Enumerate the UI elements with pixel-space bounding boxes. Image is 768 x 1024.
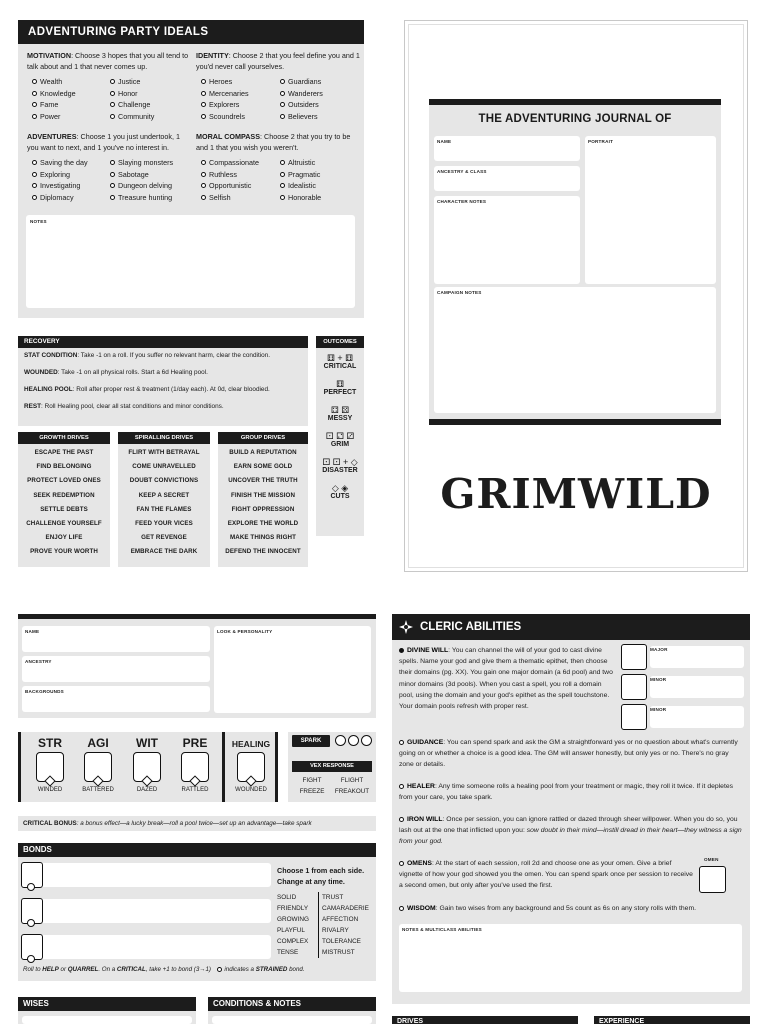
option-fame[interactable]: Fame	[32, 99, 110, 111]
compass-options	[201, 157, 361, 203]
option-justice[interactable]: Justice	[110, 76, 188, 88]
bond-box[interactable]	[21, 862, 43, 888]
option-explorers[interactable]: Explorers	[201, 99, 280, 111]
outcome-critical: ⚅ + ⚅ CRITICAL	[316, 353, 364, 370]
circle-checkbox[interactable]	[280, 114, 285, 119]
outcome-grim: ⚀ ⚁ ⚂ GRIM	[316, 431, 364, 448]
circle-checkbox[interactable]	[280, 160, 285, 165]
option-slaying[interactable]: Slaying monsters	[110, 157, 194, 169]
domain-minor: MINOR	[621, 704, 744, 728]
circle-checkbox[interactable]	[201, 114, 206, 119]
drive-item[interactable]: GET REVENGE	[141, 534, 187, 542]
strained-checkbox[interactable]	[27, 955, 35, 963]
growth-drives-title: GROWTH DRIVES	[18, 432, 110, 444]
ability-checkbox[interactable]	[399, 817, 404, 822]
outcome-perfect: ⚅ PERFECT	[316, 379, 364, 396]
circle-checkbox[interactable]	[32, 183, 37, 188]
stat-str: STR WINDED	[37, 736, 63, 793]
ability-checkbox[interactable]	[399, 648, 404, 653]
drive-item[interactable]: ESCAPE THE PAST	[34, 449, 94, 456]
outcome-disaster: ⚀ ⚀ + ◇ DISASTER	[316, 457, 364, 474]
group-drives-list	[218, 444, 308, 560]
bond-quality[interactable]: TRUST	[322, 894, 344, 901]
stat-box[interactable]	[36, 752, 64, 782]
circle-checkbox[interactable]	[201, 160, 206, 165]
bond-field[interactable]	[23, 899, 271, 923]
stat-box[interactable]	[84, 752, 112, 782]
recovery-row: HEALING POOL: Roll after proper rest & treatment (1/day each). At 0d, clear bloodied.	[24, 386, 270, 393]
drive-item[interactable]: SEEK REDEMPTION	[33, 491, 95, 499]
grimwild-logo: GRIMWILD	[440, 470, 712, 518]
circle-checkbox[interactable]	[110, 183, 115, 188]
circle-checkbox[interactable]	[32, 172, 37, 177]
outcomes-panel	[316, 336, 364, 536]
outcome-cuts: ◇ ◈ CUTS	[316, 483, 364, 500]
outcomes-title: OUTCOMES	[316, 336, 364, 348]
motivation-desc: MOTIVATION: Choose 3 hopes that you all tend to talk about and 1 that never comes up.	[27, 51, 189, 71]
option-honor[interactable]: Honor	[110, 88, 188, 100]
group-drives-panel	[218, 432, 308, 567]
dice-icon: ⚀ ⚀ + ◇	[322, 457, 358, 467]
cleric-panel	[392, 614, 750, 1004]
option-opportunistic[interactable]: Opportunistic	[201, 180, 280, 192]
ideals-notes-field[interactable]	[26, 215, 355, 308]
strained-icon	[217, 967, 222, 972]
recovery-panel	[18, 336, 308, 426]
option-community[interactable]: Community	[110, 111, 188, 123]
circle-checkbox[interactable]	[110, 102, 115, 107]
conditions-field[interactable]	[212, 1016, 372, 1024]
condition-checkbox[interactable]	[92, 775, 103, 786]
circle-checkbox[interactable]	[280, 102, 285, 107]
drive-item[interactable]: SETTLE DEBTS	[40, 505, 88, 513]
circle-checkbox[interactable]	[201, 183, 206, 188]
spiral-drives-list	[118, 444, 210, 560]
option-believers[interactable]: Believers	[280, 111, 359, 123]
bond-right-list	[322, 892, 374, 958]
ideals-title: ADVENTURING PARTY IDEALS	[18, 20, 364, 44]
circle-checkbox[interactable]	[280, 91, 285, 96]
conditions-panel	[208, 997, 376, 1024]
vex-freakout[interactable]: FREAKOUT	[334, 788, 370, 795]
option-challenge[interactable]: Challenge	[110, 99, 188, 111]
drive-item[interactable]: ENJOY LIFE	[45, 534, 83, 542]
bonds-choose: Choose 1 from each side. Change at any time.	[277, 866, 365, 886]
recovery-title: RECOVERY	[18, 336, 308, 348]
recovery-row: STAT CONDITION: Take -1 on a roll. If you suffer no relevant harm, clear the condition.	[24, 352, 271, 359]
journal-campaign-notes-field[interactable]: CAMPAIGN NOTES	[434, 287, 716, 413]
journal-name-field[interactable]: NAME	[434, 136, 580, 161]
journal-title: THE ADVENTURING JOURNAL OF	[478, 113, 672, 125]
spiral-drives-title: SPIRALLING DRIVES	[118, 432, 210, 444]
dice-icon: ⚀ ⚁ ⚂	[325, 431, 355, 441]
bond-quality[interactable]: CAMARADERIE	[322, 905, 369, 912]
recovery-row: REST: Roll Healing pool, clear all stat conditions and minor conditions.	[24, 403, 224, 410]
circle-checkbox[interactable]	[110, 91, 115, 96]
option-honorable[interactable]: Honorable	[280, 192, 359, 204]
stat-healing: HEALING WOUNDED	[231, 739, 271, 793]
recovery-rules	[18, 348, 308, 411]
circle-checkbox[interactable]	[32, 114, 37, 119]
circle-checkbox[interactable]	[32, 195, 37, 200]
vex-flight[interactable]: FLIGHT	[340, 777, 364, 784]
motivation-options	[32, 76, 192, 122]
option-knowledge[interactable]: Knowledge	[32, 88, 110, 100]
drive-item[interactable]: EARN SOME GOLD	[233, 463, 293, 471]
bond-quality[interactable]: COMPLEX	[277, 938, 309, 945]
sheet-backgrounds-field[interactable]: BACKGROUNDS	[22, 686, 210, 712]
bond-field[interactable]	[23, 863, 271, 887]
journal-character-notes-field[interactable]: CHARACTER NOTES	[434, 196, 580, 284]
dice-icon: ⚃ ⚄	[330, 405, 350, 415]
sheet-name-field[interactable]: NAME	[22, 626, 210, 652]
stat-agi: AGI BATTERED	[82, 736, 114, 793]
notes-label: NOTES	[30, 219, 47, 224]
critical-bonus-bar: CRITICAL BONUS: a bonus effect—a lucky break—roll a pool twice—set up an advantage—take spark	[18, 816, 376, 831]
condition-checkbox[interactable]	[189, 775, 200, 786]
spiral-drives-panel	[118, 432, 210, 567]
drives-title: DRIVES	[392, 1016, 578, 1024]
experience-panel	[594, 1016, 750, 1024]
spark-checkbox[interactable]	[348, 735, 359, 746]
wises-title: WISES	[18, 997, 196, 1011]
bond-quality[interactable]: RIVALRY	[322, 927, 349, 934]
bond-quality[interactable]: MISTRUST	[322, 949, 355, 956]
bonds-footer: Roll to HELP or QUARREL. On a CRITICAL, take +1 to bond (3→1) indicates a STRAINED bond.	[23, 966, 305, 973]
dice-icon: ⚅	[336, 379, 344, 389]
drive-item[interactable]: FLIRT WITH BETRAYAL	[128, 449, 200, 456]
circle-checkbox[interactable]	[110, 114, 115, 119]
bond-quality[interactable]: PLAYFUL	[277, 927, 305, 934]
option-guardians[interactable]: Guardians	[280, 76, 359, 88]
recovery-row: WOUNDED: Take -1 on all physical rolls. Start a 6d Healing pool.	[24, 369, 208, 376]
identity-desc: IDENTITY: Choose 2 that you feel define you and 1 you'd never call yourselves.	[196, 51, 360, 71]
adventures-options	[32, 157, 196, 203]
drive-item[interactable]: DOUBT CONVICTIONS	[129, 477, 199, 485]
bonds-title: BONDS	[18, 843, 376, 857]
drive-item[interactable]: CHALLENGE YOURSELF	[26, 520, 102, 528]
option-scoundrels[interactable]: Scoundrels	[201, 111, 280, 123]
spark-checkbox[interactable]	[335, 735, 346, 746]
bond-quality[interactable]: TENSE	[277, 949, 299, 956]
dice-icon: ⚅ + ⚅	[327, 353, 353, 363]
circle-checkbox[interactable]	[280, 172, 285, 177]
wises-field[interactable]	[22, 1016, 192, 1024]
bond-box[interactable]	[21, 898, 43, 924]
sheet-ancestry-field[interactable]: ANCESTRY	[22, 656, 210, 682]
option-ruthless[interactable]: Ruthless	[201, 169, 280, 181]
drive-item[interactable]: PROVE YOUR WORTH	[30, 548, 98, 556]
omen-slot: OMEN	[698, 857, 728, 893]
circle-checkbox[interactable]	[201, 102, 206, 107]
domain-box[interactable]	[621, 704, 647, 730]
bond-quality[interactable]: FRIENDLY	[277, 905, 309, 912]
group-drives-title: GROUP DRIVES	[218, 432, 308, 444]
ability-wisdom: WISDOM: Gain two wises from any background and 5s count as 6s on any story rolls with them.	[399, 903, 744, 914]
ability-checkbox[interactable]	[399, 861, 404, 866]
circle-checkbox[interactable]	[280, 183, 285, 188]
circle-checkbox[interactable]	[201, 79, 206, 84]
drive-item[interactable]: COME UNRAVELLED	[132, 463, 196, 471]
compass-desc: MORAL COMPASS: Choose 2 that you try to be and 1 that you wish you weren't.	[196, 132, 351, 152]
stat-box[interactable]	[181, 752, 209, 782]
circle-checkbox[interactable]	[201, 172, 206, 177]
option-pragmatic[interactable]: Pragmatic	[280, 169, 359, 181]
bond-quality[interactable]: TOLERANCE	[322, 938, 361, 945]
circle-checkbox[interactable]	[280, 79, 285, 84]
ideals-panel	[18, 20, 364, 318]
option-heroes[interactable]: Heroes	[201, 76, 280, 88]
condition-checkbox[interactable]	[44, 775, 55, 786]
bond-field[interactable]	[23, 935, 271, 959]
domain-minor: MINOR	[621, 674, 744, 698]
circle-checkbox[interactable]	[32, 79, 37, 84]
option-treasure[interactable]: Treasure hunting	[110, 192, 194, 204]
identity-options	[201, 76, 361, 122]
domain-major: MAJOR	[621, 644, 744, 668]
strained-checkbox[interactable]	[27, 883, 35, 891]
option-investigating[interactable]: Investigating	[32, 180, 110, 192]
option-exploring[interactable]: Exploring	[32, 169, 110, 181]
drive-item[interactable]: FINISH THE MISSION	[230, 491, 296, 499]
bond-quality[interactable]: SOLID	[277, 894, 297, 901]
spark-label: SPARK	[292, 735, 330, 747]
stats-divider	[222, 732, 225, 802]
cleric-notes-field[interactable]: NOTES & MULTICLASS ABILITIES	[399, 924, 742, 992]
domain-box[interactable]	[621, 644, 647, 670]
circle-checkbox[interactable]	[110, 160, 115, 165]
option-selfish[interactable]: Selfish	[201, 192, 280, 204]
sheet-look-field[interactable]: LOOK & PERSONALITY	[214, 626, 371, 713]
strained-checkbox[interactable]	[27, 919, 35, 927]
cleric-title-bar: CLERIC ABILITIES	[392, 614, 750, 640]
bonds-panel	[18, 843, 376, 981]
growth-drives-panel	[18, 432, 110, 567]
option-power[interactable]: Power	[32, 111, 110, 123]
vex-fight[interactable]: FIGHT	[302, 777, 322, 784]
vex-freeze[interactable]: FREEZE	[299, 788, 325, 795]
circle-checkbox[interactable]	[280, 195, 285, 200]
conditions-title: CONDITIONS & NOTES	[208, 997, 376, 1011]
drive-item[interactable]: DEFEND THE INNOCENT	[225, 548, 301, 556]
journal-panel	[429, 99, 721, 425]
adventures-desc: ADVENTURES: Choose 1 you just undertook, 1 you want to next, and 1 you've no interest in.	[27, 132, 181, 152]
drive-item[interactable]: PROTECT LOVED ONES	[27, 477, 101, 485]
stats-panel	[18, 732, 278, 802]
circle-checkbox[interactable]	[32, 160, 37, 165]
option-sabotage[interactable]: Sabotage	[110, 169, 194, 181]
condition-checkbox[interactable]	[141, 775, 152, 786]
circle-checkbox[interactable]	[32, 91, 37, 96]
condition-checkbox[interactable]	[245, 775, 256, 786]
omen-box[interactable]	[699, 866, 726, 893]
spark-panel	[288, 732, 376, 802]
drive-item[interactable]: EXPLORE THE WORLD	[227, 520, 299, 528]
ability-checkbox[interactable]	[399, 906, 404, 911]
stat-box[interactable]	[133, 752, 161, 782]
drive-item[interactable]: FAN THE FLAMES	[136, 505, 192, 513]
holy-symbol-icon	[398, 619, 414, 635]
circle-checkbox[interactable]	[110, 79, 115, 84]
bond-box[interactable]	[21, 934, 43, 960]
circle-checkbox[interactable]	[201, 91, 206, 96]
domain-box[interactable]	[621, 674, 647, 700]
option-outsiders[interactable]: Outsiders	[280, 99, 359, 111]
outcome-messy: ⚃ ⚄ MESSY	[316, 405, 364, 422]
option-mercenaries[interactable]: Mercenaries	[201, 88, 280, 100]
experience-title: EXPERIENCE	[594, 1016, 750, 1024]
spark-checkbox[interactable]	[361, 735, 372, 746]
healing-box[interactable]	[237, 752, 265, 782]
option-compassionate[interactable]: Compassionate	[201, 157, 280, 169]
ability-divine-will: DIVINE WILL: You can channel the will of your god to cast divine spells. Name your god and give them a thematic epithet, then choose their domains (pg. XX). You gain one major domain (a 6d pool) and two minor domains (3d pools). When you cast a spell, you roll a domain pool, using the domain and your god's epithet as the spell touchstone. Your domain pools refresh with proper rest.	[399, 647, 613, 711]
bond-quality[interactable]: GROWING	[277, 916, 309, 923]
circle-checkbox[interactable]	[201, 195, 206, 200]
bond-quality[interactable]: AFFECTION	[322, 916, 359, 923]
circle-checkbox[interactable]	[110, 195, 115, 200]
dice-icon: ◇ ◈	[331, 483, 349, 493]
option-diplomacy[interactable]: Diplomacy	[32, 192, 110, 204]
drive-item[interactable]: KEEP A SECRET	[138, 491, 190, 499]
circle-checkbox[interactable]	[110, 172, 115, 177]
ability-iron-will: IRON WILL: Once per session, you can ignore rattled or dazed through sheer willpower. When you do so, you lash out at the one that inflicted upon you: sow doubt in their mind—instill dread in their heart—they witness a sign from your god.	[399, 816, 742, 846]
option-altruistic[interactable]: Altruistic	[280, 157, 359, 169]
ability-checkbox[interactable]	[399, 740, 404, 745]
journal-portrait-field[interactable]: PORTRAIT	[585, 136, 716, 284]
option-wealth[interactable]: Wealth	[32, 76, 110, 88]
stat-wit: WIT DAZED	[124, 736, 170, 793]
drive-item[interactable]: UNCOVER THE TRUTH	[228, 477, 298, 485]
ability-guidance: GUIDANCE: You can spend spark and ask the GM a straightforward yes or no question about what's currently going on or whether a choice is a good idea. The GM will answer honestly, but only yes or no. There's no gray zone or details.	[399, 739, 738, 769]
wises-panel	[18, 997, 196, 1024]
vex-options	[292, 775, 372, 797]
option-wanderers[interactable]: Wanderers	[280, 88, 359, 100]
drive-item[interactable]: FEED YOUR VICES	[135, 520, 193, 528]
drives-panel-bottom	[392, 1016, 578, 1024]
option-idealistic[interactable]: Idealistic	[280, 180, 359, 192]
spark-tracker	[335, 735, 372, 746]
journal-ancestry-field[interactable]: ANCESTRY & CLASS	[434, 166, 580, 191]
circle-checkbox[interactable]	[32, 102, 37, 107]
identity-panel	[18, 614, 376, 718]
option-saving[interactable]: Saving the day	[32, 157, 110, 169]
drive-item[interactable]: FIGHT OPPRESSION	[231, 505, 295, 513]
option-dungeon[interactable]: Dungeon delving	[110, 180, 194, 192]
drive-item[interactable]: BUILD A REPUTATION	[229, 449, 297, 456]
ability-omens: OMENS: At the start of each session, roll 2d and choose one as your omen. Give a brief vignette of how your god showed you the omen. You can spend spark once per session to receive a second omen, but only after you've used the first.	[399, 860, 693, 890]
bond-left-list	[277, 892, 319, 958]
growth-drives-list	[18, 444, 110, 560]
vex-title: VEX RESPONSE	[292, 761, 372, 772]
drive-item[interactable]: MAKE THINGS RIGHT	[230, 534, 296, 542]
drive-item[interactable]: EMBRACE THE DARK	[130, 548, 198, 556]
ability-healer: HEALER: Any time someone rolls a healing pool from your treatment or magic, they roll it twice. If it depletes from your care, you take spark.	[399, 783, 734, 802]
drive-item[interactable]: FIND BELONGING	[36, 463, 92, 471]
stat-pre: PRE RATTLED	[181, 736, 209, 793]
ability-checkbox[interactable]	[399, 784, 404, 789]
